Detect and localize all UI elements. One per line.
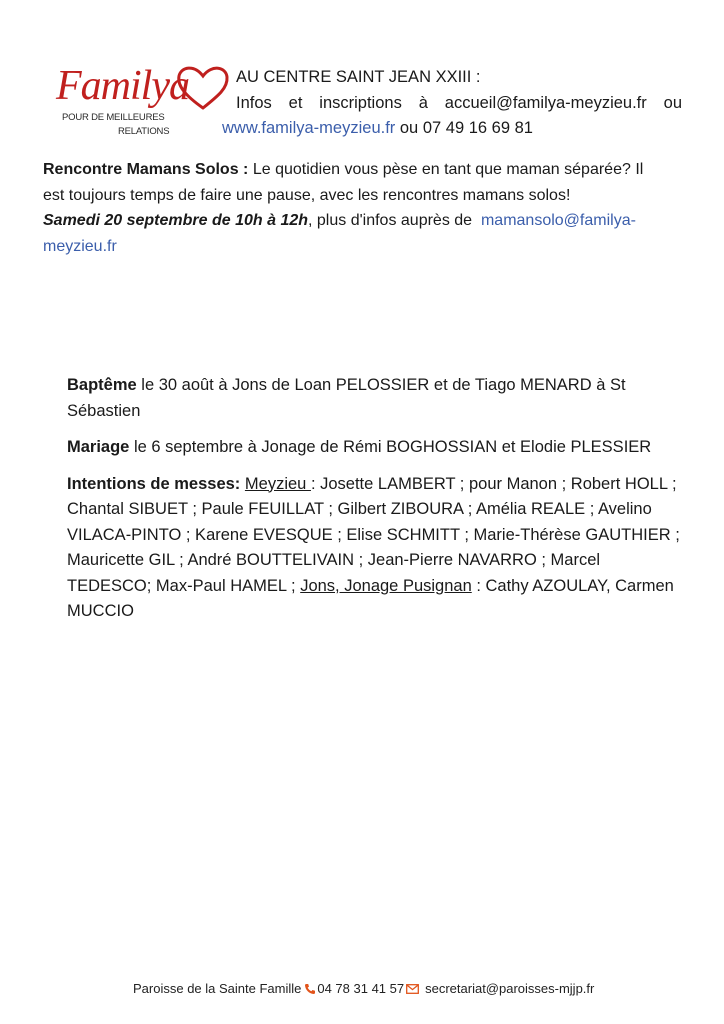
intentions-place-jons: Jons, Jonage Pusignan xyxy=(300,576,472,595)
website-link[interactable]: www.familya-meyzieu.fr xyxy=(222,119,396,137)
header-word: à xyxy=(418,94,428,112)
header-word: et xyxy=(288,94,303,112)
header-contact-line xyxy=(222,118,533,138)
footer xyxy=(133,981,594,996)
intentions-paragraph xyxy=(67,472,717,625)
phone-icon xyxy=(304,983,316,995)
heart-icon xyxy=(174,64,232,112)
intentions-line: VILACA-PINTO ; Karene EVESQUE ; Elise SCHMITT ; Marie-Thérèse GAUTHIER ; xyxy=(67,525,680,544)
intentions-line: Mauricette GIL ; André BOUTTELIVAIN ; Jean-Pierre NAVARRO ; Marcel xyxy=(67,551,601,569)
footer-email[interactable]: secretariat@paroisses-mjjp.fr xyxy=(425,981,595,996)
intentions-line: Chantal SIBUET ; Paule FEUILLAT ; Gilbert ZIBOURA ; Amélia REALE ; Avelino xyxy=(67,500,652,518)
parish-news xyxy=(67,373,717,625)
solos-line-2: est toujours temps de faire une pause, avec les rencontres mamans solos! xyxy=(43,186,571,204)
wedding-paragraph xyxy=(67,435,717,461)
header-phone: 07 49 16 69 81 xyxy=(422,119,533,137)
baptism-label: Baptême xyxy=(67,376,137,394)
accueil-email-link[interactable]: accueil@familya-meyzieu.fr xyxy=(444,94,647,112)
solos-date: Samedi 20 septembre de 10h à 12h xyxy=(43,212,309,229)
header-word: inscriptions xyxy=(319,94,402,112)
mamans-solos-section xyxy=(43,157,693,259)
baptism-text: le 30 août à Jons de Loan PELOSSIER et de Tiago MENARD à St xyxy=(136,376,626,394)
intentions-place-meyzieu: Meyzieu xyxy=(244,474,311,493)
solos-title: Rencontre Mamans Solos : xyxy=(43,161,249,178)
intentions-text: : Josette LAMBERT ; pour Manon ; Robert HOLL ; xyxy=(310,474,677,493)
envelope-icon xyxy=(406,984,419,994)
footer-phone: 04 78 31 41 57 xyxy=(317,981,405,996)
solos-line-1 xyxy=(43,157,693,183)
solos-line-4 xyxy=(43,234,693,260)
logo-tagline-line2: RELATIONS xyxy=(118,126,170,137)
baptism-text-cont: Sébastien xyxy=(67,401,141,420)
baptism-paragraph xyxy=(67,373,717,424)
mamansolo-email-link[interactable]: mamansolo@familya- xyxy=(480,212,636,229)
solos-info-text: , plus d'infos auprès de xyxy=(308,212,477,229)
wedding-label: Mariage xyxy=(67,438,130,456)
header-word: Infos xyxy=(236,94,272,112)
solos-line-3 xyxy=(43,208,693,234)
logo-wordmark: Familya xyxy=(56,63,189,109)
header-centre-title: AU CENTRE SAINT JEAN XXIII : xyxy=(236,68,481,86)
intentions-line: MUCCIO xyxy=(67,602,134,620)
logo-tagline-line1: POUR DE MEILLEURES xyxy=(62,112,165,123)
header-info-line xyxy=(236,93,682,113)
intentions-text: TEDESCO; Max-Paul HAMEL ; xyxy=(67,576,301,595)
intentions-label: Intentions de messes: xyxy=(67,474,241,493)
solos-intro: Le quotidien vous pèse en tant que maman séparée? Il xyxy=(248,161,644,178)
header-word: ou xyxy=(663,94,682,112)
intentions-text: : Cathy AZOULAY, Carmen xyxy=(471,576,674,595)
phone-prefix: ou xyxy=(395,119,423,137)
footer-parish: Paroisse de la Sainte Famille xyxy=(133,981,302,996)
mamansolo-email-link-cont[interactable]: meyzieu.fr xyxy=(43,237,117,255)
familya-logo xyxy=(56,62,232,142)
wedding-text: le 6 septembre à Jonage de Rémi BOGHOSSIAN et Elodie PLESSIER xyxy=(129,438,652,456)
